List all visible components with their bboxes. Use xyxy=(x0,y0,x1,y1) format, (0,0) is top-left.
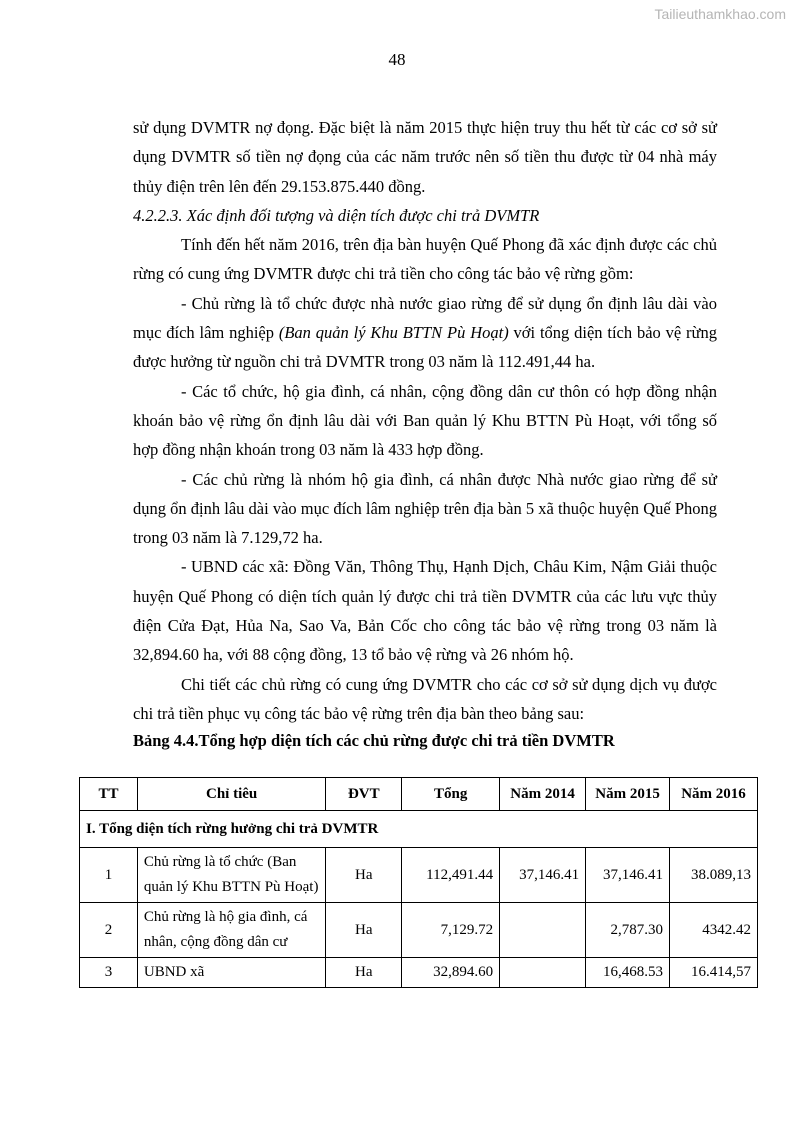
table-header-row xyxy=(80,778,758,811)
cell-tt: 2 xyxy=(80,903,138,958)
page-number: 48 xyxy=(388,50,406,69)
cell-tt: 1 xyxy=(80,848,138,903)
header-indicator: Chỉ tiêu xyxy=(137,778,325,811)
cell-2015: 16,468.53 xyxy=(586,958,670,988)
header-tt: TT xyxy=(80,778,138,811)
paragraph-3 xyxy=(133,289,717,377)
cell-2015: 2,787.30 xyxy=(586,903,670,958)
header-2014: Năm 2014 xyxy=(500,778,586,811)
cell-2014 xyxy=(500,958,586,988)
cell-total: 32,894.60 xyxy=(402,958,500,988)
cell-indicator: Chủ rừng là tổ chức (Ban quản lý Khu BTTN Pù Hoạt) xyxy=(137,848,325,903)
cell-total: 7,129.72 xyxy=(402,903,500,958)
paragraph-3-text-a: - Chủ rừng là tổ chức được nhà nước giao rừng để sử dụng ổn định lâu dài vào mục đích lâm nghiệp xyxy=(133,293,717,343)
header-total: Tổng xyxy=(402,778,500,811)
cell-unit: Ha xyxy=(326,958,402,988)
cell-indicator: UBND xã xyxy=(137,958,325,988)
section-heading: 4.2.2.3. Xác định đối tượng và diện tích được chi trả DVMTR xyxy=(133,205,540,225)
watermark: Tailieuthamkhao.com xyxy=(654,6,786,22)
paragraph-4: - Các tổ chức, hộ gia đình, cá nhân, cộng đồng dân cư thôn có hợp đồng nhận khoán bảo vệ rừng ổn định lâu dài với Ban quản lý Khu BTTN Pù Hoạt, với tổng số hợp đồng nhận khoán trong 03 năm là 433 hợp đồng. xyxy=(133,381,717,460)
paragraph-3-text-b: với tổng diện tích bảo vệ rừng được hưởng từ nguồn chi trả DVMTR trong 03 năm là 112.491,44 ha. xyxy=(133,323,717,372)
cell-unit: Ha xyxy=(326,903,402,958)
cell-total: 112,491.44 xyxy=(402,848,500,903)
cell-2014: 37,146.41 xyxy=(500,848,586,903)
cell-tt: 3 xyxy=(80,958,138,988)
header-2016: Năm 2016 xyxy=(670,778,758,811)
paragraph-7: Chi tiết các chủ rừng có cung ứng DVMTR cho các cơ sở sử dụng dịch vụ được chi trả tiền phục vụ công tác bảo vệ rừng trên địa bàn theo bảng sau: xyxy=(133,674,717,723)
cell-2016: 38.089,13 xyxy=(670,848,758,903)
area-summary-table xyxy=(79,777,758,988)
document-body xyxy=(133,113,717,754)
header-2015: Năm 2015 xyxy=(586,778,670,811)
table-title: Bảng 4.4.Tổng hợp diện tích các chủ rừng được chi trả tiền DVMTR xyxy=(133,731,615,751)
paragraph-5: - Các chủ rừng là nhóm hộ gia đình, cá nhân được Nhà nước giao rừng để sử dụng ổn định lâu dài vào mục đích lâm nghiệp trên địa bàn 5 xã thuộc huyện Quế Phong trong 03 năm là 7.129,72 ha. xyxy=(133,469,717,548)
cell-2014 xyxy=(500,903,586,958)
table-row xyxy=(80,903,758,958)
cell-2016: 16.414,57 xyxy=(670,958,758,988)
paragraph-2: Tính đến hết năm 2016, trên địa bàn huyện Quế Phong đã xác định được các chủ rừng có cung ứng DVMTR được chi trả tiền cho công tác bảo vệ rừng gồm: xyxy=(133,235,717,284)
paragraph-1: sử dụng DVMTR nợ đọng. Đặc biệt là năm 2015 thực hiện truy thu hết từ các cơ sở sử dụng DVMTR số tiền nợ đọng của các năm trước nên số tiền thu được từ 04 nhà máy thủy điện trên lên đến 29.153.875.440 đồng. xyxy=(133,118,717,196)
cell-unit: Ha xyxy=(326,848,402,903)
paragraph-6: - UBND các xã: Đồng Văn, Thông Thụ, Hạnh Dịch, Châu Kim, Nậm Giải thuộc huyện Quế Phong có diện tích quản lý được chi trả tiền DVMTR của các lưu vực thủy điện Cửa Đạt, Hủa Na, Sao Va, Bản Cốc cho công tác bảo vệ rừng trong 03 năm là 32,894.60 ha, với 88 cộng đồng, 13 tổ bảo vệ rừng và 26 nhóm hộ. xyxy=(133,557,717,665)
section-label: I. Tổng diện tích rừng hưởng chi trả DVMTR xyxy=(80,811,758,848)
table-row xyxy=(80,958,758,988)
cell-2016: 4342.42 xyxy=(670,903,758,958)
paragraph-3-italic: (Ban quản lý Khu BTTN Pù Hoạt) xyxy=(278,323,509,343)
cell-2015: 37,146.41 xyxy=(586,848,670,903)
table-row xyxy=(80,848,758,903)
header-unit: ĐVT xyxy=(326,778,402,811)
cell-indicator: Chủ rừng là hộ gia đình, cá nhân, cộng đồng dân cư xyxy=(137,903,325,958)
table-section-row xyxy=(80,811,758,848)
